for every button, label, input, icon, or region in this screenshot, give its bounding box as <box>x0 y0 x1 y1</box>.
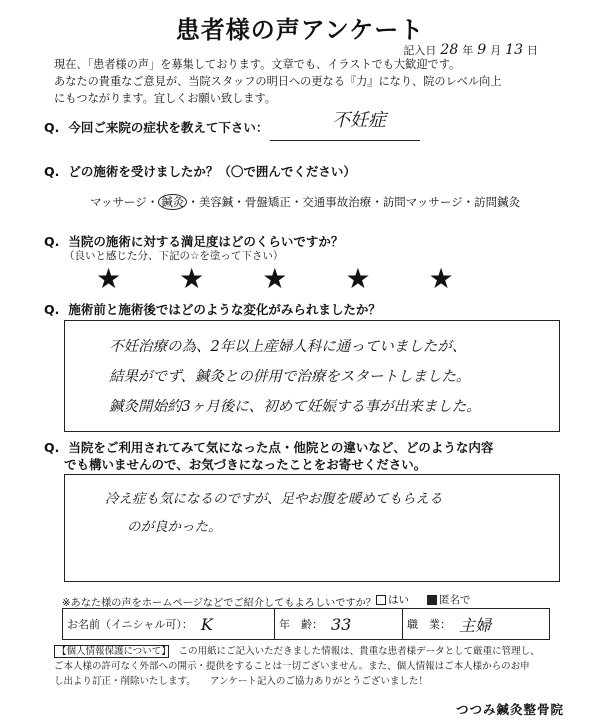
intro-text <box>54 56 574 107</box>
privacy-heading: 【個人情報保護について】 <box>54 645 169 658</box>
page-title: 患者様の声アンケート <box>175 16 425 44</box>
question-text: どの施術を受けましたか？（〇で囲んでください） <box>68 164 356 179</box>
treatment-acupuncture[interactable]: 鍼灸 <box>158 194 187 210</box>
job-value: 主婦 <box>459 615 492 635</box>
privacy-notice <box>54 644 564 689</box>
age-cell[interactable] <box>275 609 403 639</box>
job-cell[interactable] <box>403 609 549 639</box>
question-change <box>44 300 381 318</box>
privacy-line <box>54 644 564 659</box>
star-icon[interactable]: ★ <box>96 262 122 295</box>
privacy-text: この用紙にご記入いただきました情報は、貴重な患者様データとして厳重に管理し、 <box>178 646 540 657</box>
option-yes[interactable] <box>376 592 409 607</box>
symptom-answer: 不妊症 <box>332 110 386 131</box>
date-month: 9 <box>477 42 487 58</box>
option-anonymous[interactable] <box>427 592 471 607</box>
handwritten-line: 冷え症も気になるのですが、足やお腹を暖めてもらえる <box>105 491 443 507</box>
age-value: 33 <box>331 614 352 634</box>
question-mark: Q. <box>44 440 60 455</box>
question-text: 当院をご利用されてみて気になった点・他院との違いなど、どのような内容 <box>68 440 494 455</box>
date-day-unit: 日 <box>527 44 538 57</box>
star-icon[interactable]: ★ <box>179 262 205 295</box>
privacy-line: し出より訂正・削除いたします。 アンケート記入のご協力ありがとうございました！ <box>54 676 428 687</box>
homepage-question: ※あなた様の声をホームページなどでご紹介してもよろしいですか？ <box>62 598 376 609</box>
treatment-traffic-accident[interactable]: 交通事故治療 <box>302 195 372 209</box>
name-label: お名前（イニシャル可）： <box>67 618 193 631</box>
date-year: 28 <box>440 42 459 58</box>
option-anon-label: 匿名で <box>439 594 471 606</box>
separator: ・ <box>233 195 245 209</box>
question-text: 施術前と施術後ではどのような変化がみられましたか？ <box>68 302 381 317</box>
question-feedback <box>44 438 493 456</box>
handwritten-line: 不妊治療の為、2年以上産婦人科に通っていましたが、 <box>109 339 467 355</box>
question-mark: Q. <box>44 302 60 317</box>
treatment-beauty-acupuncture[interactable]: 美容鍼 <box>198 195 234 209</box>
star-icon[interactable]: ★ <box>428 262 454 295</box>
separator: ・ <box>187 195 199 209</box>
star-rating <box>96 262 454 295</box>
question-symptom <box>44 118 268 136</box>
privacy-line: ご本人様の許可なく外部への開示・提供をすることは一切ございません。また、個人情報はご本人様からのお申 <box>54 661 530 672</box>
satisfaction-note: （良いと感じた分、下記の☆を塗って下さい） <box>64 250 284 262</box>
homepage-options <box>376 592 471 607</box>
date-year-unit: 年 <box>462 44 474 57</box>
star-icon[interactable]: ★ <box>262 262 288 295</box>
respondent-info <box>62 608 550 640</box>
intro-line: 現在、「患者様の声」を募集しております。文章でも、イラストでも大歓迎です。 <box>54 58 461 71</box>
option-yes-label: はい <box>388 594 409 606</box>
treatment-massage[interactable]: マッサージ <box>90 195 147 209</box>
name-cell[interactable] <box>63 609 275 639</box>
treatment-home-massage[interactable]: 訪問マッサージ <box>382 195 463 209</box>
question-text: 今回ご来院の症状を教えて下さい： <box>68 120 269 135</box>
date-day: 13 <box>505 42 523 58</box>
intro-line: にもつながります。宜しくお願い致します。 <box>54 92 276 105</box>
intro-line: あなたの貴重なご意見が、当院スタッフの明日への更なる『力』になり、院のレベル向上 <box>54 75 502 88</box>
separator: ・ <box>146 195 159 209</box>
name-value: K <box>200 614 213 634</box>
separator: ・ <box>371 195 383 209</box>
question-mark: Q. <box>44 164 60 179</box>
handwritten-line: 鍼灸開始約3ヶ月後に、初めて妊娠する事が出来ました。 <box>109 399 481 415</box>
question-treatment <box>44 162 356 180</box>
question-feedback-cont <box>64 455 426 473</box>
checkbox-icon[interactable] <box>376 595 386 605</box>
treatment-options <box>90 194 520 210</box>
star-icon[interactable]: ★ <box>345 262 371 295</box>
handwritten-line: 結果がでず、鍼灸との併用で治療をスタートしました。 <box>109 369 471 385</box>
clinic-name: つつみ鍼灸整骨院 <box>455 702 564 717</box>
question-text: でも構いませんので、お気づきになったことをお寄せください。 <box>64 457 427 472</box>
handwritten-line: のが良かった。 <box>127 519 222 535</box>
date-month-unit: 月 <box>490 44 502 57</box>
question-text: 当院の施術に対する満足度はどのくらいですか？ <box>68 234 344 249</box>
treatment-home-acupuncture[interactable]: 訪問鍼灸 <box>474 195 521 209</box>
question-mark: Q. <box>44 234 60 249</box>
separator: ・ <box>462 195 475 209</box>
age-label: 年 齢： <box>279 618 323 631</box>
checkbox-checked-icon[interactable] <box>427 595 437 605</box>
separator: ・ <box>290 195 303 209</box>
treatment-pelvis[interactable]: 骨盤矯正 <box>244 195 291 209</box>
feedback-answer-box[interactable] <box>64 474 560 582</box>
date-prefix: 記入日 <box>403 44 437 57</box>
job-label: 職 業： <box>407 618 451 631</box>
question-mark: Q. <box>44 120 60 135</box>
change-answer-box[interactable] <box>64 320 560 432</box>
